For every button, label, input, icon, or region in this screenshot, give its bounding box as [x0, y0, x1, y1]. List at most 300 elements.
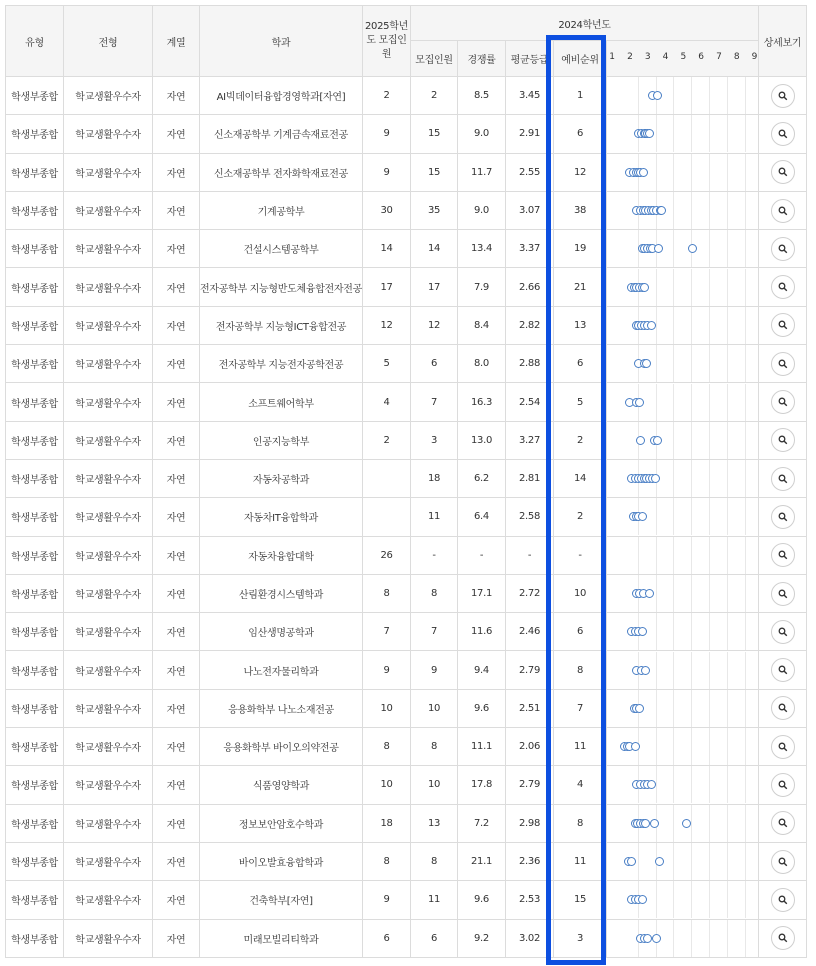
cell-track: 자연 [153, 306, 200, 344]
details-search-button[interactable] [771, 352, 795, 376]
cell-details [759, 77, 807, 115]
grade-gridline [673, 805, 674, 842]
cell-grade-distribution [607, 459, 759, 497]
grade-point [655, 857, 664, 866]
search-icon [778, 933, 788, 943]
cell-competition: 17.1 [458, 574, 506, 612]
grade-gridline [745, 115, 746, 152]
grade-gridline [727, 154, 728, 191]
cell-department: 인공지능학부 [200, 421, 363, 459]
cell-type: 학생부종합 [6, 728, 64, 766]
grade-gridline [745, 269, 746, 306]
details-search-button[interactable] [771, 467, 795, 491]
grade-gridline [673, 766, 674, 803]
cell-type: 학생부종합 [6, 498, 64, 536]
cell-quota: 12 [411, 306, 458, 344]
table-row [6, 536, 807, 574]
cell-quota-2025: 7 [363, 613, 411, 651]
grade-gridline [656, 766, 657, 803]
cell-department: 전자공학부 지능형반도체융합전자전공 [200, 268, 363, 306]
cell-avg-grade: 2.98 [506, 804, 554, 842]
cell-grade-distribution [607, 689, 759, 727]
cell-grade-distribution [607, 268, 759, 306]
cell-grade-distribution [607, 230, 759, 268]
grade-gridline [727, 192, 728, 229]
grade-gridline [745, 192, 746, 229]
grade-point [638, 512, 647, 521]
search-icon [778, 895, 788, 905]
cell-waitlist: - [554, 536, 607, 574]
cell-quota-2025: 26 [363, 536, 411, 574]
grade-gridline [745, 154, 746, 191]
cell-grade-distribution [607, 574, 759, 612]
grade-gridline [709, 154, 710, 191]
grade-point [641, 666, 650, 675]
table-row [6, 728, 807, 766]
grade-gridline [638, 537, 639, 574]
table-row [6, 306, 807, 344]
grade-point [647, 321, 656, 330]
cell-department: 전자공학부 지능형ICT융합전공 [200, 306, 363, 344]
cell-avg-grade: 2.66 [506, 268, 554, 306]
grade-gridline [656, 154, 657, 191]
search-icon [778, 206, 788, 216]
grade-gridline [656, 498, 657, 535]
grade-gridline [709, 307, 710, 344]
details-search-button[interactable] [771, 84, 795, 108]
cell-quota: 7 [411, 613, 458, 651]
search-icon [778, 589, 788, 599]
cell-quota-2025: 8 [363, 574, 411, 612]
cell-grade-distribution [607, 613, 759, 651]
cell-department: 미래모빌리티학과 [200, 919, 363, 957]
header-details: 상세보기 [759, 6, 807, 77]
cell-type: 학생부종합 [6, 919, 64, 957]
cell-admission: 학교생활우수자 [64, 919, 153, 957]
cell-details [759, 728, 807, 766]
cell-avg-grade: 2.55 [506, 153, 554, 191]
cell-waitlist: 4 [554, 766, 607, 804]
cell-type: 학생부종합 [6, 766, 64, 804]
cell-grade-distribution [607, 306, 759, 344]
scale-tick-9: 9 [751, 52, 758, 62]
details-search-button[interactable] [771, 428, 795, 452]
cell-quota: 6 [411, 919, 458, 957]
cell-waitlist: 11 [554, 728, 607, 766]
cell-type: 학생부종합 [6, 345, 64, 383]
search-icon [778, 282, 788, 292]
cell-type: 학생부종합 [6, 306, 64, 344]
cell-department: 신소재공학부 전자화학재료전공 [200, 153, 363, 191]
details-search-button[interactable] [771, 505, 795, 529]
grade-point [651, 474, 660, 483]
grade-gridline [745, 575, 746, 612]
cell-competition: 9.6 [458, 881, 506, 919]
table-row [6, 77, 807, 115]
header-year-2024: 2024학년도 [411, 6, 759, 41]
grade-gridline [673, 422, 674, 459]
header-admission: 전형 [64, 6, 153, 77]
grade-gridline [691, 115, 692, 152]
grade-point [647, 780, 656, 789]
grade-gridline [673, 77, 674, 114]
grade-gridline [673, 115, 674, 152]
cell-quota-2025 [363, 498, 411, 536]
cell-competition: 6.4 [458, 498, 506, 536]
cell-details [759, 191, 807, 229]
grade-gridline [745, 422, 746, 459]
cell-waitlist: 3 [554, 919, 607, 957]
cell-type: 학생부종합 [6, 153, 64, 191]
cell-avg-grade: 2.36 [506, 842, 554, 880]
grade-gridline [691, 422, 692, 459]
cell-track: 자연 [153, 115, 200, 153]
grade-point [653, 91, 662, 100]
cell-quota: 15 [411, 115, 458, 153]
grade-gridline [638, 843, 639, 880]
cell-quota: 10 [411, 689, 458, 727]
search-icon [778, 665, 788, 675]
cell-competition: 17.8 [458, 766, 506, 804]
cell-admission: 학교생활우수자 [64, 728, 153, 766]
grade-gridline [673, 728, 674, 765]
header-avg-grade: 평균등급 [506, 41, 554, 77]
details-search-button[interactable] [771, 888, 795, 912]
table-row [6, 191, 807, 229]
grade-gridline [656, 384, 657, 421]
cell-department: 임산생명공학과 [200, 613, 363, 651]
cell-track: 자연 [153, 613, 200, 651]
cell-type: 학생부종합 [6, 536, 64, 574]
table-row [6, 766, 807, 804]
cell-waitlist: 5 [554, 383, 607, 421]
cell-type: 학생부종합 [6, 842, 64, 880]
cell-waitlist: 13 [554, 306, 607, 344]
cell-grade-distribution [607, 77, 759, 115]
grade-gridline [709, 537, 710, 574]
cell-admission: 학교생활우수자 [64, 574, 153, 612]
grade-gridline [727, 307, 728, 344]
cell-department: 전자공학부 지능전자공학전공 [200, 345, 363, 383]
table-row [6, 574, 807, 612]
table-row [6, 268, 807, 306]
cell-avg-grade: 3.07 [506, 191, 554, 229]
cell-admission: 학교생활우수자 [64, 306, 153, 344]
details-search-button[interactable] [771, 735, 795, 759]
details-search-button[interactable] [771, 390, 795, 414]
cell-grade-distribution [607, 804, 759, 842]
cell-quota-2025: 4 [363, 383, 411, 421]
grade-gridline [709, 766, 710, 803]
search-icon [778, 167, 788, 177]
grade-gridline [656, 345, 657, 382]
details-search-button[interactable] [771, 122, 795, 146]
grade-gridline [745, 460, 746, 497]
grade-gridline [709, 384, 710, 421]
grade-gridline [727, 384, 728, 421]
details-search-button[interactable] [771, 850, 795, 874]
cell-quota: 6 [411, 345, 458, 383]
cell-quota: - [411, 536, 458, 574]
grade-gridline [709, 498, 710, 535]
grade-gridline [656, 652, 657, 689]
grade-gridline [691, 192, 692, 229]
cell-competition: 9.0 [458, 115, 506, 153]
search-icon [778, 397, 788, 407]
grade-gridline [745, 881, 746, 918]
cell-waitlist: 19 [554, 230, 607, 268]
cell-avg-grade: 3.37 [506, 230, 554, 268]
cell-admission: 학교생활우수자 [64, 77, 153, 115]
cell-quota: 8 [411, 842, 458, 880]
cell-waitlist: 6 [554, 613, 607, 651]
cell-waitlist: 14 [554, 459, 607, 497]
grade-gridline [709, 345, 710, 382]
cell-waitlist: 15 [554, 881, 607, 919]
details-search-button[interactable] [771, 696, 795, 720]
grade-gridline [656, 613, 657, 650]
grade-gridline [673, 575, 674, 612]
scale-tick-2: 2 [627, 52, 633, 62]
cell-avg-grade: 2.58 [506, 498, 554, 536]
search-icon [778, 512, 788, 522]
details-search-button[interactable] [771, 658, 795, 682]
grade-gridline [691, 843, 692, 880]
cell-department: 정보보안암호수학과 [200, 804, 363, 842]
cell-competition: 8.0 [458, 345, 506, 383]
grade-gridline [673, 537, 674, 574]
grade-gridline [709, 115, 710, 152]
grade-gridline [691, 575, 692, 612]
cell-avg-grade: 2.81 [506, 459, 554, 497]
grade-gridline [673, 384, 674, 421]
cell-avg-grade: 2.54 [506, 383, 554, 421]
scale-tick-6: 6 [698, 52, 704, 62]
grade-gridline [656, 269, 657, 306]
cell-grade-distribution [607, 153, 759, 191]
cell-admission: 학교생활우수자 [64, 268, 153, 306]
search-icon [778, 627, 788, 637]
cell-track: 자연 [153, 268, 200, 306]
search-icon [778, 244, 788, 254]
grade-gridline [656, 307, 657, 344]
details-search-button[interactable] [771, 926, 795, 950]
cell-quota-2025: 9 [363, 881, 411, 919]
details-search-button[interactable] [771, 199, 795, 223]
grade-point [638, 895, 647, 904]
cell-department: 식품영양학과 [200, 766, 363, 804]
cell-competition: 9.0 [458, 191, 506, 229]
details-search-button[interactable] [771, 582, 795, 606]
cell-department: 기계공학부 [200, 191, 363, 229]
cell-quota-2025: 10 [363, 766, 411, 804]
grade-gridline [709, 575, 710, 612]
grade-point [635, 704, 644, 713]
cell-admission: 학교생활우수자 [64, 115, 153, 153]
table-row [6, 881, 807, 919]
grade-gridline [709, 728, 710, 765]
grade-gridline [727, 422, 728, 459]
cell-type: 학생부종합 [6, 421, 64, 459]
grade-gridline [709, 881, 710, 918]
cell-quota: 8 [411, 728, 458, 766]
cell-quota: 35 [411, 191, 458, 229]
details-search-button[interactable] [771, 237, 795, 261]
cell-avg-grade: 3.02 [506, 919, 554, 957]
cell-grade-distribution [607, 383, 759, 421]
grade-point [682, 819, 691, 828]
cell-competition: 9.4 [458, 651, 506, 689]
details-search-button[interactable] [771, 160, 795, 184]
table-row [6, 842, 807, 880]
cell-type: 학생부종합 [6, 881, 64, 919]
cell-track: 자연 [153, 651, 200, 689]
grade-point [652, 934, 661, 943]
cell-admission: 학교생활우수자 [64, 842, 153, 880]
details-search-button[interactable] [771, 543, 795, 567]
search-icon [778, 703, 788, 713]
cell-competition: 8.5 [458, 77, 506, 115]
cell-avg-grade: 2.79 [506, 766, 554, 804]
scale-tick-1: 1 [609, 52, 615, 62]
cell-track: 자연 [153, 498, 200, 536]
grade-gridline [727, 575, 728, 612]
grade-gridline [745, 652, 746, 689]
grade-gridline [709, 920, 710, 957]
cell-type: 학생부종합 [6, 651, 64, 689]
grade-gridline [709, 690, 710, 727]
grade-gridline [691, 728, 692, 765]
cell-admission: 학교생활우수자 [64, 651, 153, 689]
header-grade-scale [607, 41, 759, 77]
cell-details [759, 498, 807, 536]
cell-quota: 17 [411, 268, 458, 306]
cell-avg-grade: - [506, 536, 554, 574]
cell-department: 자동차융합대학 [200, 536, 363, 574]
cell-admission: 학교생활우수자 [64, 230, 153, 268]
cell-type: 학생부종합 [6, 459, 64, 497]
cell-competition: 13.4 [458, 230, 506, 268]
grade-gridline [691, 307, 692, 344]
grade-gridline [727, 652, 728, 689]
cell-grade-distribution [607, 191, 759, 229]
cell-competition: 9.2 [458, 919, 506, 957]
cell-track: 자연 [153, 77, 200, 115]
cell-grade-distribution [607, 536, 759, 574]
cell-quota-2025 [363, 459, 411, 497]
details-search-button[interactable] [771, 811, 795, 835]
grade-gridline [673, 230, 674, 267]
grade-point [636, 436, 645, 445]
cell-avg-grade: 2.53 [506, 881, 554, 919]
grade-point [631, 742, 640, 751]
grade-gridline [691, 766, 692, 803]
grade-gridline [656, 690, 657, 727]
cell-avg-grade: 2.06 [506, 728, 554, 766]
grade-gridline [745, 690, 746, 727]
details-search-button[interactable] [771, 620, 795, 644]
details-search-button[interactable] [771, 313, 795, 337]
cell-competition: 11.7 [458, 153, 506, 191]
search-icon [778, 550, 788, 560]
details-search-button[interactable] [771, 773, 795, 797]
cell-competition: 21.1 [458, 842, 506, 880]
grade-gridline [709, 77, 710, 114]
admission-results-table [5, 5, 807, 958]
grade-gridline [745, 230, 746, 267]
details-search-button[interactable] [771, 275, 795, 299]
cell-details [759, 574, 807, 612]
grade-gridline [709, 843, 710, 880]
cell-waitlist: 10 [554, 574, 607, 612]
cell-competition: 7.2 [458, 804, 506, 842]
cell-details [759, 651, 807, 689]
cell-details [759, 881, 807, 919]
table-row [6, 383, 807, 421]
cell-track: 자연 [153, 230, 200, 268]
grade-gridline [691, 537, 692, 574]
cell-quota: 8 [411, 574, 458, 612]
cell-grade-distribution [607, 919, 759, 957]
cell-track: 자연 [153, 574, 200, 612]
cell-admission: 학교생활우수자 [64, 345, 153, 383]
header-quota-2025: 2025학년도 모집인원 [363, 6, 411, 77]
cell-quota-2025: 2 [363, 77, 411, 115]
cell-details [759, 153, 807, 191]
grade-point [645, 589, 654, 598]
cell-department: 건설시스템공학부 [200, 230, 363, 268]
cell-waitlist: 11 [554, 842, 607, 880]
grade-gridline [673, 843, 674, 880]
grade-gridline [673, 881, 674, 918]
header-track: 계열 [153, 6, 200, 77]
grade-gridline [656, 728, 657, 765]
cell-type: 학생부종합 [6, 268, 64, 306]
table-row [6, 115, 807, 153]
cell-details [759, 613, 807, 651]
table-row [6, 689, 807, 727]
search-icon [778, 857, 788, 867]
grade-point [639, 168, 648, 177]
table-row [6, 459, 807, 497]
grade-gridline [727, 690, 728, 727]
cell-grade-distribution [607, 498, 759, 536]
grade-point [627, 857, 636, 866]
cell-waitlist: 2 [554, 498, 607, 536]
grade-gridline [727, 613, 728, 650]
cell-avg-grade: 2.46 [506, 613, 554, 651]
cell-department: 건축학부[자연] [200, 881, 363, 919]
grade-gridline [745, 920, 746, 957]
cell-admission: 학교생활우수자 [64, 498, 153, 536]
grade-gridline [691, 77, 692, 114]
grade-gridline [673, 613, 674, 650]
cell-grade-distribution [607, 842, 759, 880]
grade-point [653, 436, 662, 445]
cell-waitlist: 8 [554, 804, 607, 842]
cell-type: 학생부종합 [6, 613, 64, 651]
grade-gridline [656, 537, 657, 574]
cell-quota: 13 [411, 804, 458, 842]
cell-department: 응용화학부 바이오의약전공 [200, 728, 363, 766]
cell-grade-distribution [607, 651, 759, 689]
grade-point [635, 398, 644, 407]
grade-gridline [673, 498, 674, 535]
table-row [6, 230, 807, 268]
cell-details [759, 306, 807, 344]
cell-competition: 8.4 [458, 306, 506, 344]
cell-type: 학생부종합 [6, 77, 64, 115]
